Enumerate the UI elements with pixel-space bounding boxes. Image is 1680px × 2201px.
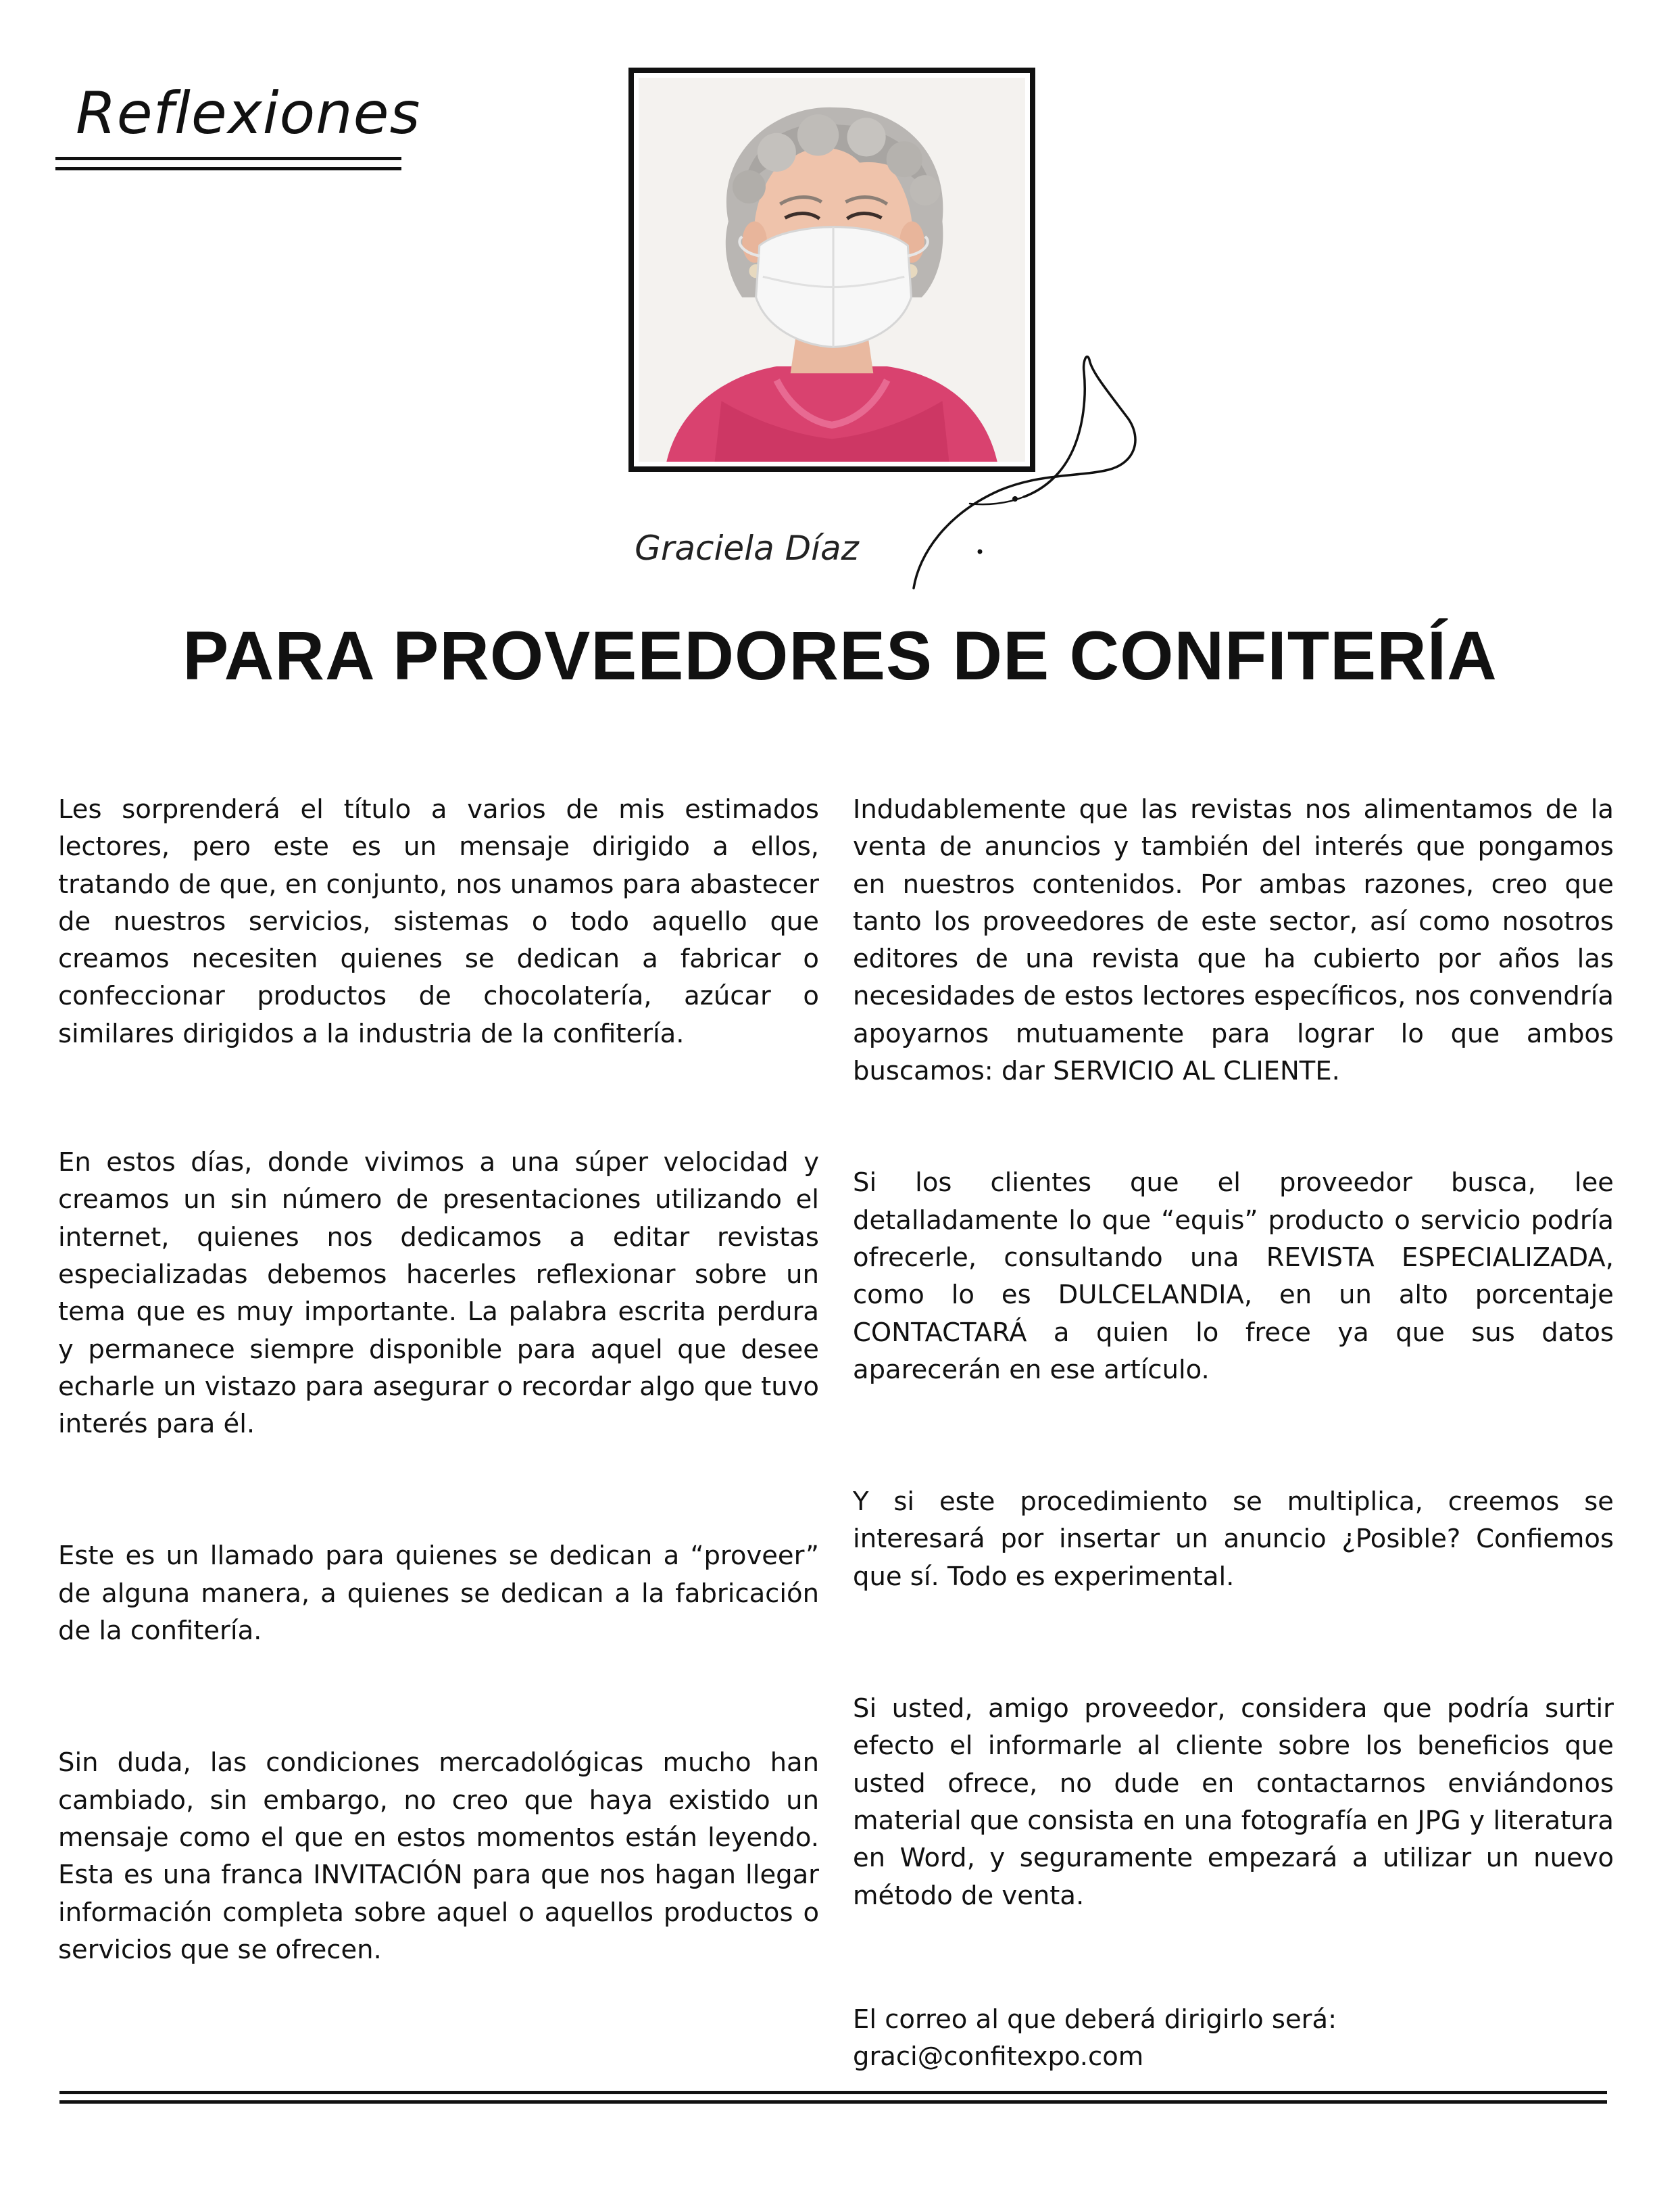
paragraph: Y si este procedimiento se multiplica, creemos se interesará por insertar un anuncio ¿Posible? Confiemos que sí. Todo es experimental. xyxy=(853,1486,1614,1592)
footer-rule-top xyxy=(59,2091,1607,2094)
paragraph: Si los clientes que el proveedor busca, lee detalladamente lo que “equis” producto o servicio podría ofrecerle, consultando una REVISTA ESPECIALIZADA, como lo es DULCELANDIA, en un alto porcentaje CONTACTARÁ a quien lo frece ya que sus datos aparecerán en ese artículo. xyxy=(853,1167,1614,1385)
paragraph: En estos días, donde vivimos a una súper velocidad y creamos un sin número de presentaciones utilizando el internet, quienes nos dedicamos a editar revistas especializadas debemos hacerles reflexionar sobre un tema que es muy importante. La palabra escrita perdura y permanece siempre disponible para aquel que desee echarle un vistazo para asegurar o recordar algo que tuvo interés para él. xyxy=(58,1147,819,1440)
paragraph: Sin duda, las condiciones mercadológicas mucho han cambiado, sin embargo, no creo que haya existido un mensaje como el que en estos momentos están leyendo. Esta es una franca INVITACIÓN para que nos hagan llegar información completa sobre aquel o aquellos productos o servicios que se ofrecen. xyxy=(58,1747,819,1965)
section-label-rule-top xyxy=(55,157,401,160)
paragraph: Este es un llamado para quienes se dedican a “proveer” de alguna manera, a quienes se dedican a la fabricación de la confitería. xyxy=(58,1541,819,1647)
footer-rule-bottom xyxy=(59,2100,1607,2104)
author-name: Graciela Díaz xyxy=(635,529,859,568)
article-column-right xyxy=(853,791,1614,2075)
contact-email-line: El correo al que deberá dirigirlo será: graci@confitexpo.com xyxy=(853,2004,1337,2073)
paragraph: Si usted, amigo proveedor, considera que podría surtir efecto el informarle al cliente sobre los beneficios que usted ofrece, no dude en contactarnos enviándonos material que consista en una fotografía en JPG y literatura en Word, y seguramente empezará a utilizar un nuevo método de venta. xyxy=(853,1693,1614,1911)
section-label: Reflexiones xyxy=(76,80,421,147)
paragraph: Les sorprenderá el título a varios de mis estimados lectores, pero este es un mensaje dirigido a ellos, tratando de que, en conjunto, nos unamos para abastecer de nuestros servicios, sistemas o todo aquello que creamos necesiten quienes se dedican a fabricar o confeccionar productos de chocolatería, azúcar o similares dirigidos a la industria de la confitería. xyxy=(58,794,819,1049)
signature-flourish-icon xyxy=(906,352,1149,595)
article-column-left xyxy=(58,791,819,1968)
article-title: PARA PROVEEDORES DE CONFITERÍA xyxy=(182,617,1498,694)
paragraph: Indudablemente que las revistas nos alimentamos de la venta de anuncios y también del interés que pongamos en nuestros contenidos. Por ambas razones, creo que tanto los proveedores de este sector, así como nosotros editores de una revista que ha cubierto por años las necesidades de estos lectores específicos, nos convendría apoyarnos mutuamente para lograr lo que ambos buscamos: dar SERVICIO AL CLIENTE. xyxy=(853,794,1614,1087)
section-label-rule-bottom xyxy=(55,167,401,170)
